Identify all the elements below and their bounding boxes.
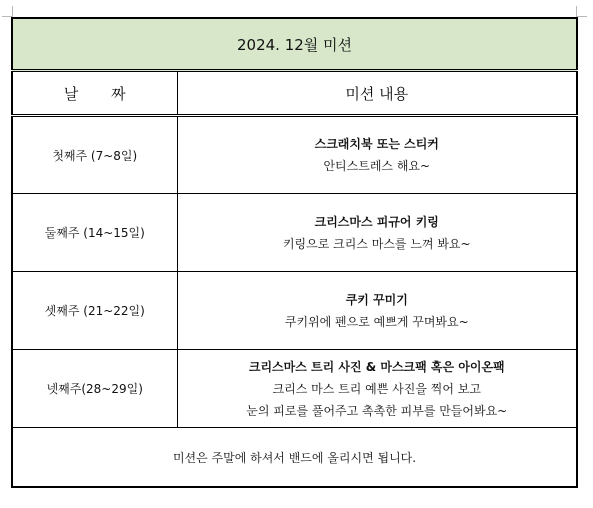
table-row [12,272,577,350]
week-label: 넷째주(28~29일) [12,350,177,428]
mission-content [177,116,577,194]
table-row [12,350,577,428]
header-date-label: 날 짜 [63,84,140,103]
mission-line: 쿠키위에 펜으로 예쁘게 꾸며봐요~ [284,314,469,329]
week-label: 셋째주 (21~22일) [12,272,177,350]
footer-note: 미션은 주말에 하셔서 밴드에 올리시면 됩니다. [12,428,577,488]
mission-line: 크리스 마스 트리 예쁜 사진을 찍어 보고 [272,381,481,396]
table-title: 2024. 12월 미션 [12,18,577,71]
mission-content [177,350,577,428]
mission-title: 크리스마스 트리 사진 & 마스크팩 혹은 아이온팩 [248,359,505,374]
page-corner-mark-right [576,6,587,17]
mission-line: 안티스트레스 해요~ [323,159,431,173]
mission-content [177,194,577,272]
page-corner-mark-left [2,6,13,17]
header-row [12,71,577,116]
mission-title: 스크래치북 또는 스티커 [314,137,439,151]
mission-table [11,17,578,488]
table-row [12,116,577,194]
mission-content [177,272,577,350]
header-content: 미션 내용 [177,71,577,116]
mission-line: 눈의 피로를 풀어주고 촉촉한 피부를 만들어봐요~ [246,403,508,418]
mission-title: 쿠키 꾸미기 [345,292,408,307]
table-row [12,194,577,272]
week-label: 둘째주 (14~15일) [12,194,177,272]
header-date [12,71,177,116]
mission-line: 키링으로 크리스 마스를 느껴 봐요~ [282,236,471,251]
week-label: 첫째주 (7~8일) [12,116,177,194]
mission-title: 크리스마스 피규어 키링 [314,214,439,229]
